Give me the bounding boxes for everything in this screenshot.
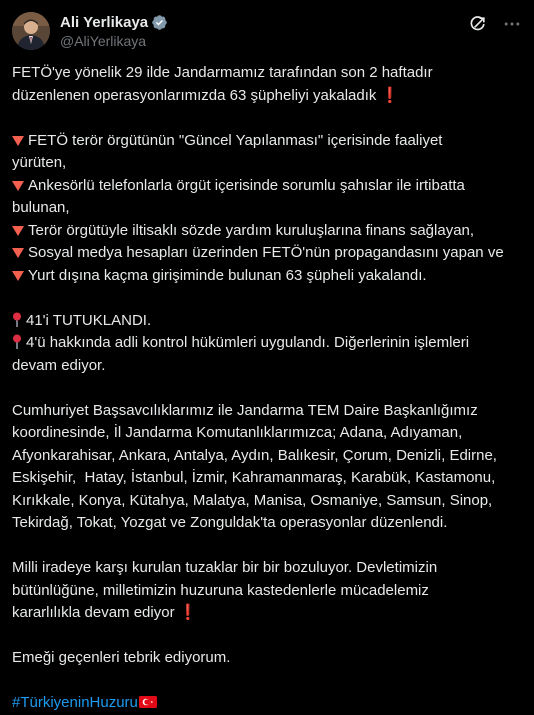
hashtag-line (12, 692, 524, 715)
province-line: Cumhuriyet Başsavcılıklarımız ile Jandarma TEM Daire Başkanlığımız (12, 401, 478, 419)
hashtag-link[interactable]: #TürkiyeninHuzuru (12, 694, 138, 711)
result-line: 4'ü hakkında adli kontrol hükümleri uygulandı. Diğerlerinin işlemleri (12, 332, 524, 355)
round-pushpin-icon (12, 334, 22, 349)
red-triangle-icon (12, 181, 24, 191)
bullet-line: Ankesörlü telefonlarla örgüt içerisinde sorumlu şahıslar ile irtibatta (12, 175, 524, 198)
bullet-line: bulunan, (12, 199, 70, 216)
bullet-line: yürüten, (12, 154, 67, 171)
bullet-line: FETÖ terör örgütünün "Güncel Yapılanması" içerisinde faaliyet (12, 130, 524, 153)
intro-line: FETÖ'ye yönelik 29 ilde Jandarmamız tarafından son 2 haftadır (12, 64, 433, 81)
grok-icon[interactable] (468, 14, 488, 34)
tweet-text (12, 62, 524, 715)
result-line: 41'i TUTUKLANDI. (12, 310, 524, 333)
author-block (60, 13, 168, 49)
closing-line: bütünlüğüne, milletimizin huzuruna kastedenlerle mücadelemiz (12, 581, 429, 599)
result-line: devam ediyor. (12, 356, 106, 374)
red-triangle-icon (12, 271, 24, 281)
thanks-line: Emeği geçenleri tebrik ediyorum. (12, 649, 231, 666)
closing-line: Milli iradeye karşı kurulan tuzaklar bir bir bozuluyor. Devletimizin (12, 559, 438, 576)
author-handle[interactable]: @AliYerlikaya (60, 33, 147, 49)
bullet-line: Sosyal medya hesapları üzerinden FETÖ'nün propagandasını yapan ve (12, 242, 524, 265)
province-line: koordinesinde, İl Jandarma Komutanlıklarımızca; Adana, Adıyaman, (12, 424, 463, 441)
red-exclamation-icon: ❗ (178, 604, 198, 621)
closing-line: kararlılıkla devam ediyor ❗ (12, 604, 198, 621)
red-triangle-icon (12, 248, 24, 258)
intro-line: düzenlenen operasyonlarımızda 63 şüpheliyi yakaladık ❗ (12, 86, 400, 104)
province-line: Kırıkkale, Konya, Kütahya, Malatya, Manisa, Osmaniye, Samsun, Sinop, (12, 491, 493, 509)
province-line: Afyonkarahisar, Ankara, Antalya, Aydın, Balıkesir, Çorum, Denizli, Edirne, (12, 446, 497, 464)
avatar[interactable] (12, 12, 50, 50)
avatar-image (12, 12, 50, 50)
bullet-line: Yurt dışına kaçma girişiminde bulunan 63 şüpheli yakalandı. (12, 265, 524, 288)
more-options-icon[interactable] (502, 14, 522, 34)
verified-badge-icon[interactable] (151, 14, 168, 31)
turkey-flag-icon (139, 696, 157, 708)
round-pushpin-icon (12, 312, 22, 327)
bullet-line: Terör örgütüyle iltisaklı sözde yardım kuruluşlarına finans sağlayan, (12, 220, 524, 243)
header-actions (454, 14, 522, 34)
province-line: Tekirdağ, Tokat, Yozgat ve Zonguldak'ta operasyonlar düzenlendi. (12, 514, 448, 531)
red-exclamation-icon: ❗ (380, 86, 400, 104)
red-triangle-icon (12, 136, 24, 146)
province-line: Eskişehir, Hatay, İstanbul, İzmir, Kahramanmaraş, Karabük, Kastamonu, (12, 469, 496, 486)
author-name-row (60, 13, 168, 31)
red-triangle-icon (12, 226, 24, 236)
tweet-header (12, 12, 522, 52)
author-name[interactable]: Ali Yerlikaya (60, 13, 149, 31)
